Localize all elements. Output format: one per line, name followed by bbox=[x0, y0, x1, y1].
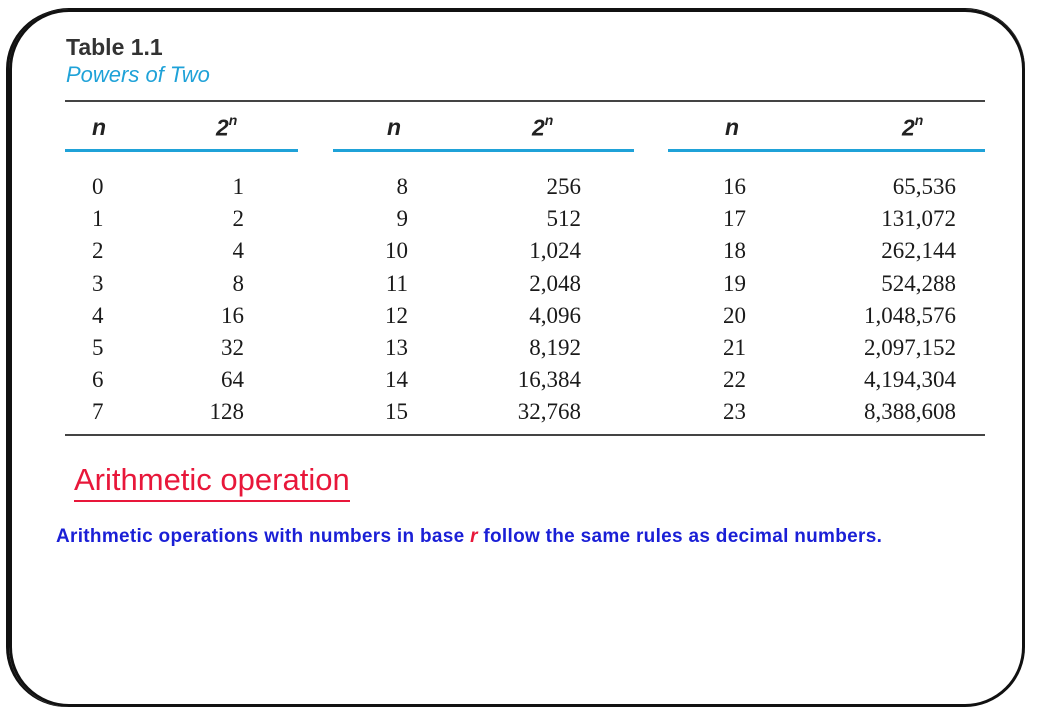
header-pow-3: 2$^n$ bbox=[902, 112, 924, 141]
table-cell: 65,536 bbox=[892, 174, 956, 199]
table-title: Powers of Two bbox=[66, 62, 210, 87]
table-cell: 128 bbox=[209, 399, 244, 425]
table-top-rule bbox=[65, 100, 985, 102]
table-cell: 17 bbox=[723, 206, 746, 232]
table-bottom-rule bbox=[65, 434, 985, 436]
table-cell: 131,072 bbox=[881, 206, 956, 232]
header-pow-1: 2$^n$ bbox=[216, 112, 238, 141]
n-column-2 bbox=[258, 171, 408, 429]
table-cell: 262,144 bbox=[881, 238, 956, 264]
header-n-3: n bbox=[725, 114, 740, 140]
table-cell: 9 bbox=[396, 206, 408, 232]
table-cell: 16 bbox=[221, 302, 244, 328]
body-paragraph bbox=[56, 523, 976, 550]
table-cell: 6 bbox=[92, 367, 104, 393]
table-cell: 8 bbox=[396, 174, 408, 199]
header-underline-2 bbox=[333, 149, 634, 152]
table-cell: 22 bbox=[723, 367, 746, 393]
base-variable: r bbox=[470, 526, 478, 547]
table-cell: 19 bbox=[723, 270, 746, 296]
table-cell: 16 bbox=[723, 174, 746, 199]
header-n-1: n bbox=[92, 114, 107, 140]
table-cell: 8 bbox=[232, 270, 244, 296]
table-cell: 18 bbox=[723, 238, 746, 264]
table-cell: 12 bbox=[385, 302, 408, 328]
table-cell: 8,388,608 bbox=[864, 399, 956, 425]
table-cell: 15 bbox=[385, 399, 408, 425]
table-cell: 14 bbox=[385, 367, 408, 393]
header-underline-3 bbox=[668, 149, 985, 152]
table-cell: 4,194,304 bbox=[864, 367, 956, 393]
pow-column-3 bbox=[806, 171, 956, 429]
table-cell: 16,384 bbox=[517, 367, 581, 393]
table-cell: 0 bbox=[92, 174, 104, 199]
table-cell: 2,048 bbox=[529, 270, 581, 296]
body-text-end: follow the same rules as decimal numbers. bbox=[477, 526, 883, 547]
table-cell: 1,048,576 bbox=[864, 302, 956, 328]
table-cell: 64 bbox=[221, 367, 244, 393]
table-cell: 4 bbox=[232, 238, 244, 264]
header-pow-2: 2$^n$ bbox=[532, 112, 554, 141]
header-n-2: n bbox=[387, 114, 402, 140]
table-cell: 1,024 bbox=[529, 238, 581, 264]
table-cell: 8,192 bbox=[529, 334, 581, 360]
table-cell: 11 bbox=[385, 270, 408, 296]
table-cell: 256 bbox=[546, 174, 581, 199]
table-cell: 2,097,152 bbox=[864, 334, 956, 360]
table-cell: 3 bbox=[92, 270, 104, 296]
table-cell: 2 bbox=[232, 206, 244, 232]
table-cell: 32,768 bbox=[517, 399, 581, 425]
table-cell: 32 bbox=[221, 334, 244, 360]
section-heading: Arithmetic operation bbox=[74, 461, 350, 502]
table-cell: 10 bbox=[385, 238, 408, 264]
table-cell: 1 bbox=[232, 174, 244, 199]
table-number: Table 1.1 bbox=[66, 34, 163, 60]
table-cell: 13 bbox=[385, 334, 408, 360]
table-cell: 4 bbox=[92, 302, 104, 328]
header-underline-1 bbox=[65, 149, 298, 152]
table-cell: 5 bbox=[92, 334, 104, 360]
table-cell: 21 bbox=[723, 334, 746, 360]
n-column-3 bbox=[596, 171, 746, 429]
table-cell: 23 bbox=[723, 399, 746, 425]
pow-column-1 bbox=[94, 171, 244, 429]
table-cell: 4,096 bbox=[529, 302, 581, 328]
pow-column-2 bbox=[431, 171, 581, 429]
table-cell: 524,288 bbox=[881, 270, 956, 296]
table-cell: 512 bbox=[546, 206, 581, 232]
table-cell: 2 bbox=[92, 238, 104, 264]
body-text-start: Arithmetic operations with numbers in base bbox=[56, 526, 471, 547]
table-cell: 7 bbox=[92, 399, 104, 425]
table-cell: 1 bbox=[92, 206, 104, 232]
table-cell: 20 bbox=[723, 302, 746, 328]
